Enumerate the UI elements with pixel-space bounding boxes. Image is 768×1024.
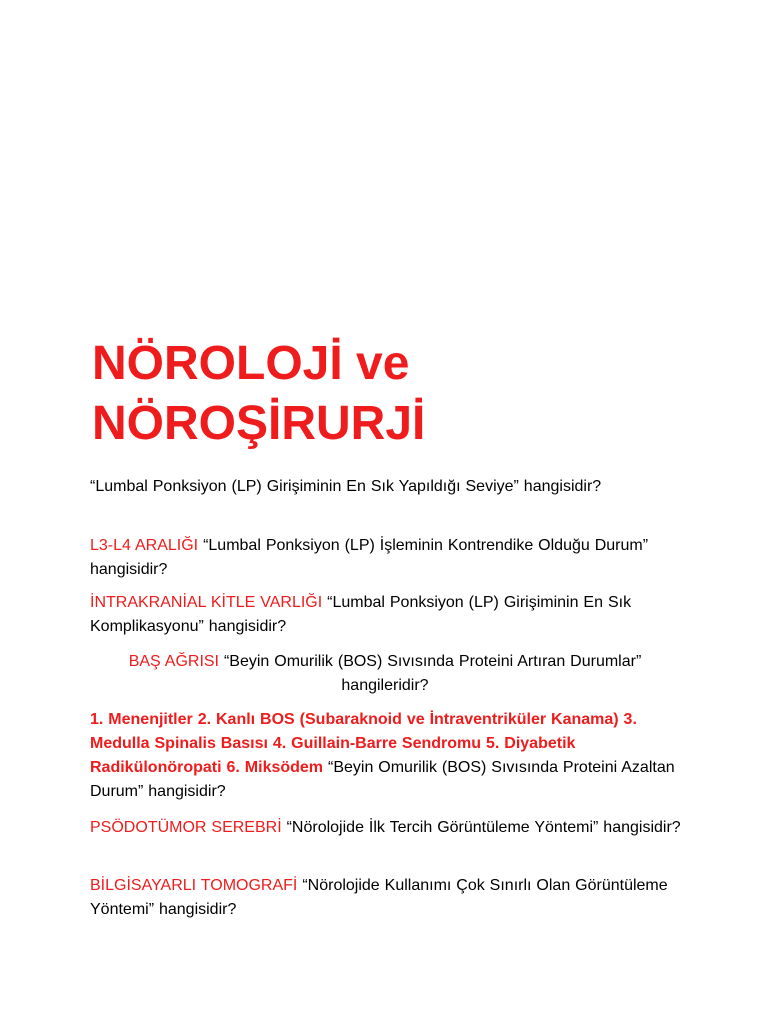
qa-paragraph-4: [90, 650, 680, 698]
answer-text: PSÖDOTÜMOR SEREBRİ: [90, 819, 282, 836]
answer-text: İNTRAKRANİAL KİTLE VARLIĞI: [90, 594, 323, 611]
title-line-2: NÖROŞİRURJİ: [92, 397, 426, 450]
question-text: “Beyin Omurilik (BOS) Sıvısında Proteini Artıran Durumlar” hangileridir?: [223, 653, 642, 694]
question-text: “Lumbal Ponksiyon (LP) Girişiminin En Sık Komplikasyonu” hangisidir?: [90, 594, 632, 635]
qa-paragraph-7: [90, 874, 700, 922]
question-text: “Lumbal Ponksiyon (LP) İşleminin Kontrendike Olduğu Durum” hangisidir?: [90, 537, 649, 578]
qa-paragraph-6: [90, 816, 700, 840]
question-text: “Beyin Omurilik (BOS) Sıvısında Proteini Azaltan Durum” hangisidir?: [90, 759, 675, 800]
qa-paragraph-1: [90, 475, 700, 499]
qa-paragraph-5: [90, 708, 700, 804]
question-text: “Nörolojide Kullanımı Çok Sınırlı Olan Görüntüleme Yöntemi” hangisidir?: [90, 877, 668, 918]
question-text: “Nörolojide İlk Tercih Görüntüleme Yöntemi” hangisidir?: [286, 819, 681, 836]
answer-text: BAŞ AĞRISI: [128, 653, 219, 670]
answer-text: 1. Menenjitler 2. Kanlı BOS (Subaraknoid ve İntraventriküler Kanama) 3. Medulla Spinalis Basısı 4. Guillain-Barre Sendromu 5. Diyabetik Radikülonöropati 6. Miksödem: [90, 711, 637, 776]
answer-text: BİLGİSAYARLI TOMOGRAFİ: [90, 877, 298, 894]
document-title: [92, 334, 712, 454]
answer-text: L3-L4 ARALIĞI: [90, 537, 199, 554]
question-text: “Lumbal Ponksiyon (LP) Girişiminin En Sık Yapıldığı Seviye” hangisidir?: [90, 478, 602, 495]
title-line-1: NÖROLOJİ ve: [92, 337, 410, 390]
qa-paragraph-2: [90, 534, 700, 582]
qa-paragraph-3: [90, 591, 700, 639]
